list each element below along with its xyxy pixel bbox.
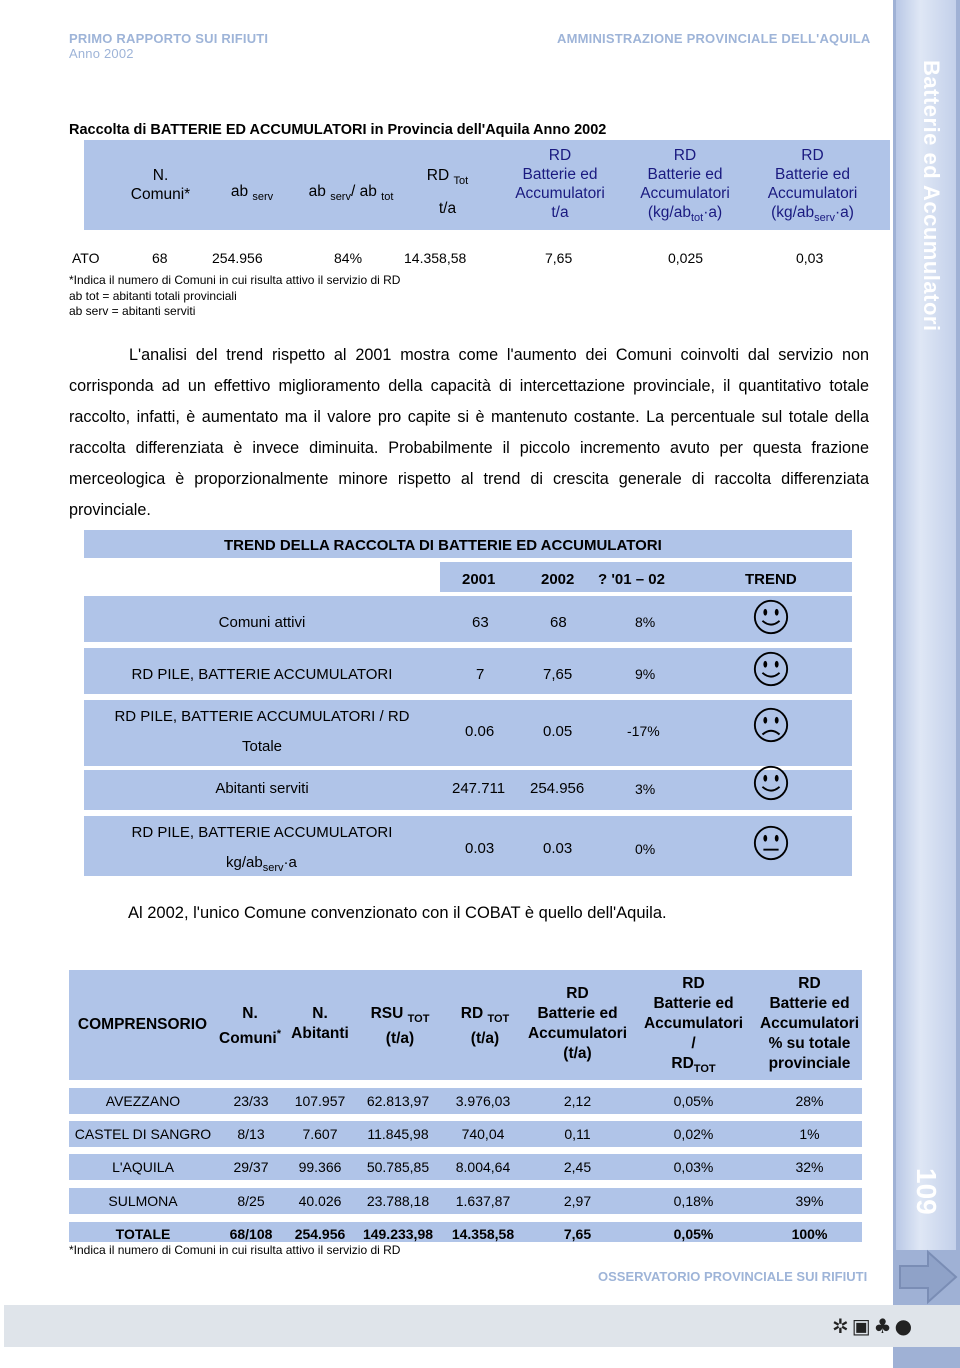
t2-cell-rsu: 62.813,97 bbox=[366, 1093, 430, 1109]
t2-cell-name: SULMONA bbox=[108, 1193, 178, 1209]
tree-icon: ♣ bbox=[873, 1314, 892, 1338]
t2-cell-comuni: 29/37 bbox=[233, 1159, 269, 1175]
footer-logo bbox=[832, 1306, 940, 1346]
smiley-happy-icon bbox=[752, 598, 790, 636]
t1-header-ab-serv: ab $_{serv}$ bbox=[230, 183, 274, 204]
trend-row-label: RD PILE, BATTERIE ACCUMULATORI / RD bbox=[114, 708, 410, 725]
t2-cell-abitanti: 40.026 bbox=[298, 1193, 342, 1209]
t2-cell-abitanti: 254.956 bbox=[294, 1226, 346, 1242]
t2-cell-name: L'AQUILA bbox=[112, 1159, 174, 1175]
t1-row-label: ATO bbox=[72, 250, 100, 266]
trend-col-delta: ? '01 – 02 bbox=[598, 571, 665, 588]
t2-header-rsu: RSU $_{TOT}$ (t/a) bbox=[370, 1005, 430, 1048]
trend-row-delta: 0% bbox=[635, 841, 656, 857]
header-right-title: AMMINISTRAZIONE PROVINCIALE DELL'AQUILA bbox=[557, 31, 871, 46]
footer-bar bbox=[4, 1305, 960, 1347]
trend-col-2002: 2002 bbox=[541, 571, 575, 588]
t2-header-comprensorio: COMPRENSORIO bbox=[77, 1016, 208, 1033]
t1-row-comuni: 68 bbox=[152, 250, 168, 266]
trend-row-delta: -17% bbox=[627, 723, 660, 739]
t2-cell-rd: 3.976,03 bbox=[455, 1093, 511, 1109]
t2-cell-comuni: 8/13 bbox=[237, 1126, 265, 1142]
t2-header-comuni: N. Comuni* bbox=[219, 1005, 281, 1048]
t2-cell-comuni: 23/33 bbox=[233, 1093, 269, 1109]
trend-row-label-2: Totale bbox=[241, 738, 283, 755]
trend-title: TREND DELLA RACCOLTA DI BATTERIE ED ACCUMULATORI bbox=[224, 537, 662, 554]
t2-cell-rdp: 1% bbox=[799, 1126, 820, 1142]
trend-row-delta: 9% bbox=[635, 666, 656, 682]
t2-header-abitanti: N. Abitanti bbox=[291, 1005, 349, 1042]
t2-header-rd-percent: RD Batterie ed Accumulatori % su totale provinciale bbox=[759, 975, 860, 1072]
t2-cell-abitanti: 99.366 bbox=[298, 1159, 342, 1175]
t2-cell-name: AVEZZANO bbox=[105, 1093, 181, 1109]
t2-cell-name: TOTALE bbox=[115, 1226, 171, 1242]
trend-row-2001: 0.06 bbox=[465, 723, 495, 740]
t2-cell-rdb: 7,65 bbox=[563, 1226, 592, 1242]
t1-header-rd-kg-serv: RD Batterie ed Accumulatori $(kg/ab_{serv}\cdot a)$ bbox=[767, 147, 858, 225]
t2-cell-rdr: 0,05% bbox=[673, 1093, 714, 1109]
t2-cell-comuni: 68/108 bbox=[229, 1226, 273, 1242]
t2-cell-rdb: 2,97 bbox=[563, 1193, 592, 1209]
trend-row-2002: 254.956 bbox=[530, 780, 585, 797]
t2-cell-rdr: 0,02% bbox=[673, 1126, 714, 1142]
t1-row-ab-serv: 254.956 bbox=[212, 250, 263, 266]
t1-header-rd-kg-tot: RD Batterie ed Accumulatori $(kg/ab_{tot}\cdot a)$ bbox=[640, 147, 730, 225]
t1-row-ratio: 84% bbox=[334, 250, 363, 266]
t2-cell-rdb: 2,45 bbox=[563, 1159, 592, 1175]
trend-row-delta: 8% bbox=[635, 614, 656, 630]
t2-cell-rsu: 149.233,98 bbox=[362, 1226, 434, 1242]
t2-cell-abitanti: 107.957 bbox=[294, 1093, 346, 1109]
t2-cell-rdp: 28% bbox=[795, 1093, 824, 1109]
t1-header-ratio: ab $_{serv}$/ ab $_{tot}$ bbox=[308, 183, 394, 204]
t1-header-rd-ta: RD Batterie ed Accumulatori t/a bbox=[515, 147, 605, 221]
t1-row-rd-ta: 7,65 bbox=[545, 250, 573, 266]
drop-icon: ● bbox=[894, 1314, 913, 1338]
header-left-title: PRIMO RAPPORTO SUI RIFIUTI bbox=[69, 31, 269, 46]
t2-cell-abitanti: 7.607 bbox=[302, 1126, 338, 1142]
smiley-sad-icon bbox=[752, 706, 790, 744]
body-paragraph: L'analisi del trend rispetto al 2001 mostra come l'aumento dei Comuni coinvolti dal servizio non corrisponda ad un effettivo miglioramento della capacità di intercettazione provinciale, il quantitativo totale raccolto, infatti, è aumentato ma il valore pro capite si è mantenuto costante. La percentuale sul totale della raccolta differenziata è invece diminuita. Probabilmente il piccolo incremento avuto per questa frazione merceologica è proporzionalmente minore rispetto al trend di crescita generale di raccolta differenziata provinciale. bbox=[69, 346, 869, 519]
trend-row-2001: 63 bbox=[472, 614, 489, 631]
trend-row-label: Comuni attivi bbox=[218, 614, 306, 631]
t1-note-3: ab serv = abitanti serviti bbox=[69, 304, 196, 318]
trend-row-2001: 247.711 bbox=[452, 780, 506, 797]
t2-cell-rsu: 50.785,85 bbox=[366, 1159, 430, 1175]
t1-header-rdtot: RD $_{Tot}$ t/a bbox=[426, 167, 469, 218]
t1-row-rd-kg-serv: 0,03 bbox=[796, 250, 824, 266]
t2-cell-rd: 740,04 bbox=[461, 1126, 505, 1142]
trend-row-2001: 0.03 bbox=[465, 840, 495, 857]
side-section-title: Batterie ed Accumulatori bbox=[919, 60, 944, 332]
t1-row-rd-kg-tot: 0,025 bbox=[668, 250, 704, 266]
trend-row-2002: 7,65 bbox=[543, 666, 573, 683]
t2-header-rd-ratio: RD Batterie ed Accumulatori / $RD_{TOT}$ bbox=[643, 975, 744, 1076]
t2-cell-rdp: 100% bbox=[791, 1226, 828, 1242]
header-left-subtitle: Anno 2002 bbox=[69, 46, 134, 61]
trend-row-label: Abitanti serviti bbox=[215, 780, 309, 797]
t2-cell-rdr: 0,05% bbox=[673, 1226, 714, 1242]
trend-col-trend: TREND bbox=[745, 571, 797, 588]
t2-cell-rsu: 11.845,98 bbox=[367, 1126, 429, 1142]
trend-row-2002: 68 bbox=[550, 614, 567, 631]
trend-row-label: RD PILE, BATTERIE ACCUMULATORI bbox=[131, 666, 393, 683]
t2-cell-rdp: 32% bbox=[795, 1159, 824, 1175]
t1-note-1: *Indica il numero di Comuni in cui risulta attivo il servizio di RD bbox=[69, 273, 401, 287]
t2-cell-rd: 8.004,64 bbox=[455, 1159, 511, 1175]
table1-title: Raccolta di BATTERIE ED ACCUMULATORI in Provincia dell'Aquila Anno 2002 bbox=[69, 122, 607, 138]
t2-cell-rdp: 39% bbox=[795, 1193, 824, 1209]
trend-row-2002: 0.05 bbox=[543, 723, 573, 740]
t2-cell-rsu: 23.788,18 bbox=[366, 1193, 430, 1209]
smiley-happy-icon bbox=[752, 650, 790, 688]
t2-cell-comuni: 8/25 bbox=[237, 1193, 265, 1209]
t1-header-comuni: N. Comuni* bbox=[130, 167, 191, 203]
page-number: 109 bbox=[911, 1168, 942, 1215]
t2-cell-rdr: 0,03% bbox=[673, 1159, 714, 1175]
trend-row-label-2: $kg/ab_{serv}\cdot a$ bbox=[226, 854, 297, 874]
t2-cell-rdb: 0,11 bbox=[564, 1126, 591, 1142]
trend-row-2002: 0.03 bbox=[543, 840, 573, 857]
t2-header-rd-batterie: RD Batterie ed Accumulatori (t/a) bbox=[527, 985, 628, 1062]
footer-text: OSSERVATORIO PROVINCIALE SUI RIFIUTI bbox=[598, 1269, 868, 1284]
t2-cell-rd: 1.637,87 bbox=[455, 1193, 511, 1209]
t2-header-rd: RD $_{TOT}$ (t/a) bbox=[460, 1005, 510, 1048]
t1-note-2: ab tot = abitanti totali provinciali bbox=[69, 289, 237, 303]
trend-row-delta: 3% bbox=[635, 781, 656, 797]
t2-cell-rdr: 0,18% bbox=[673, 1193, 714, 1209]
trend-col-2001: 2001 bbox=[462, 571, 496, 588]
cobat-note: Al 2002, l'unico Comune convenzionato con il COBAT è quello dell'Aquila. bbox=[128, 904, 667, 922]
t1-row-rdtot: 14.358,58 bbox=[404, 250, 467, 266]
bin-icon: ▣ bbox=[851, 1314, 871, 1338]
smiley-neutral-icon bbox=[752, 824, 790, 862]
t2-cell-name: CASTEL DI SANGRO bbox=[74, 1126, 212, 1142]
t2-note: *Indica il numero di Comuni in cui risulta attivo il servizio di RD bbox=[69, 1243, 401, 1257]
arrow-right-icon bbox=[898, 1248, 958, 1306]
t2-cell-rd: 14.358,58 bbox=[451, 1226, 515, 1242]
recycle-icon: ✲ bbox=[832, 1314, 849, 1338]
trend-row-label: RD PILE, BATTERIE ACCUMULATORI bbox=[131, 824, 393, 841]
trend-row-2001: 7 bbox=[476, 666, 485, 683]
t2-cell-rdb: 2,12 bbox=[563, 1093, 592, 1109]
smiley-happy-icon bbox=[752, 764, 790, 802]
